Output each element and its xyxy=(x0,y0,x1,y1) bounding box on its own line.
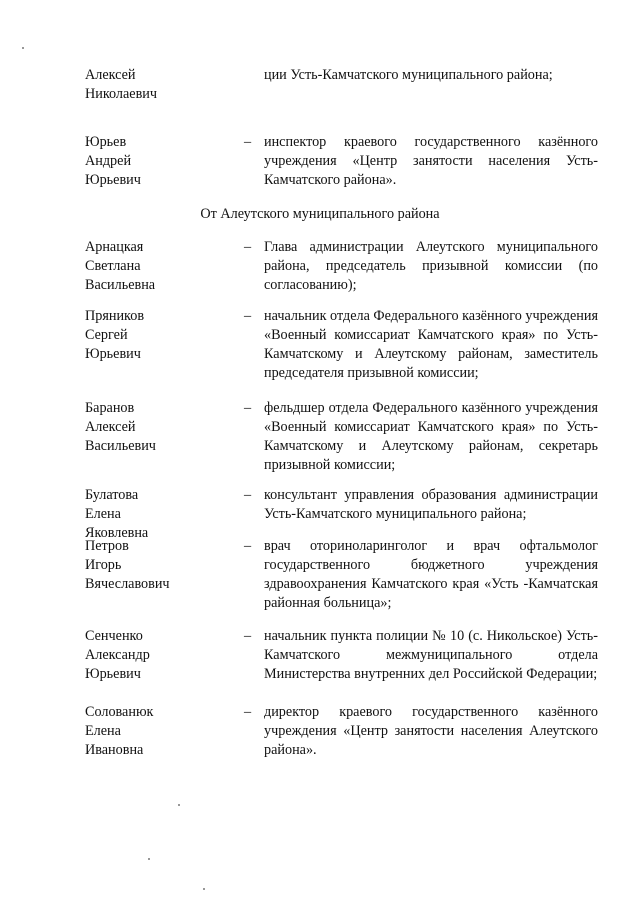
section-heading: От Алеутского муниципального района xyxy=(200,206,440,222)
scan-speck xyxy=(22,47,24,49)
scan-speck xyxy=(203,888,205,890)
member-position: Глава администрации Алеутского муниципального района, председатель призывной комиссии (по согласованию); xyxy=(264,239,598,293)
scan-speck xyxy=(178,804,180,806)
entry-dash: – xyxy=(244,704,252,720)
member-position: консультант управления образования администрации Усть-Камчатского муниципального района; xyxy=(264,487,598,522)
entry-dash: – xyxy=(244,400,252,416)
scan-speck xyxy=(148,858,150,860)
member-name: Пряников Сергей Юрьевич xyxy=(85,308,145,362)
member-position: фельдшер отдела Федерального казённого учреждения «Военный комиссариат Камчатского края» по Усть-Камчатскому и Алеутскому районам, секретарь призывной комиссии; xyxy=(264,400,598,473)
member-name: Петров Игорь Вячеславович xyxy=(85,538,170,592)
member-name: Юрьев Андрей Юрьевич xyxy=(85,134,141,188)
member-position: ции Усть-Камчатского муниципального района; xyxy=(264,67,553,83)
member-name: Сенченко Александр Юрьевич xyxy=(85,628,150,682)
member-name: Булатова Елена Яковлевна xyxy=(85,487,149,541)
entry-dash: – xyxy=(244,628,252,644)
member-position: врач оториноларинголог и врач офтальмолог государственного бюджетного учреждения здравоохранения Камчатского края «Усть -Камчатская районная больница»; xyxy=(264,538,598,611)
entry-dash: – xyxy=(244,308,252,324)
member-name: Арнацкая Светлана Васильевна xyxy=(85,239,156,293)
member-position: инспектор краевого государственного казённого учреждения «Центр занятости населения Усть-Камчатского района». xyxy=(264,134,598,188)
member-position: директор краевого государственного казённого учреждения «Центр занятости населения Алеутского района». xyxy=(264,704,598,758)
member-name: Баранов Алексей Васильевич xyxy=(85,400,156,454)
entry-dash: – xyxy=(244,134,252,150)
member-position: начальник пункта полиции № 10 (с. Никольское) Усть-Камчатского межмуниципального отдела Министерства внутренних дел Российской Федерации; xyxy=(264,628,598,682)
member-position: начальник отдела Федерального казённого учреждения «Военный комиссариат Камчатского края» по Усть-Камчатскому и Алеутскому районам, заместитель председателя призывной комиссии; xyxy=(264,308,599,381)
member-name: Солованюк Елена Ивановна xyxy=(85,704,154,758)
entry-dash: – xyxy=(244,239,252,255)
member-name: Алексей Николаевич xyxy=(85,67,158,102)
entry-dash: – xyxy=(244,538,252,554)
entry-dash: – xyxy=(244,487,252,503)
